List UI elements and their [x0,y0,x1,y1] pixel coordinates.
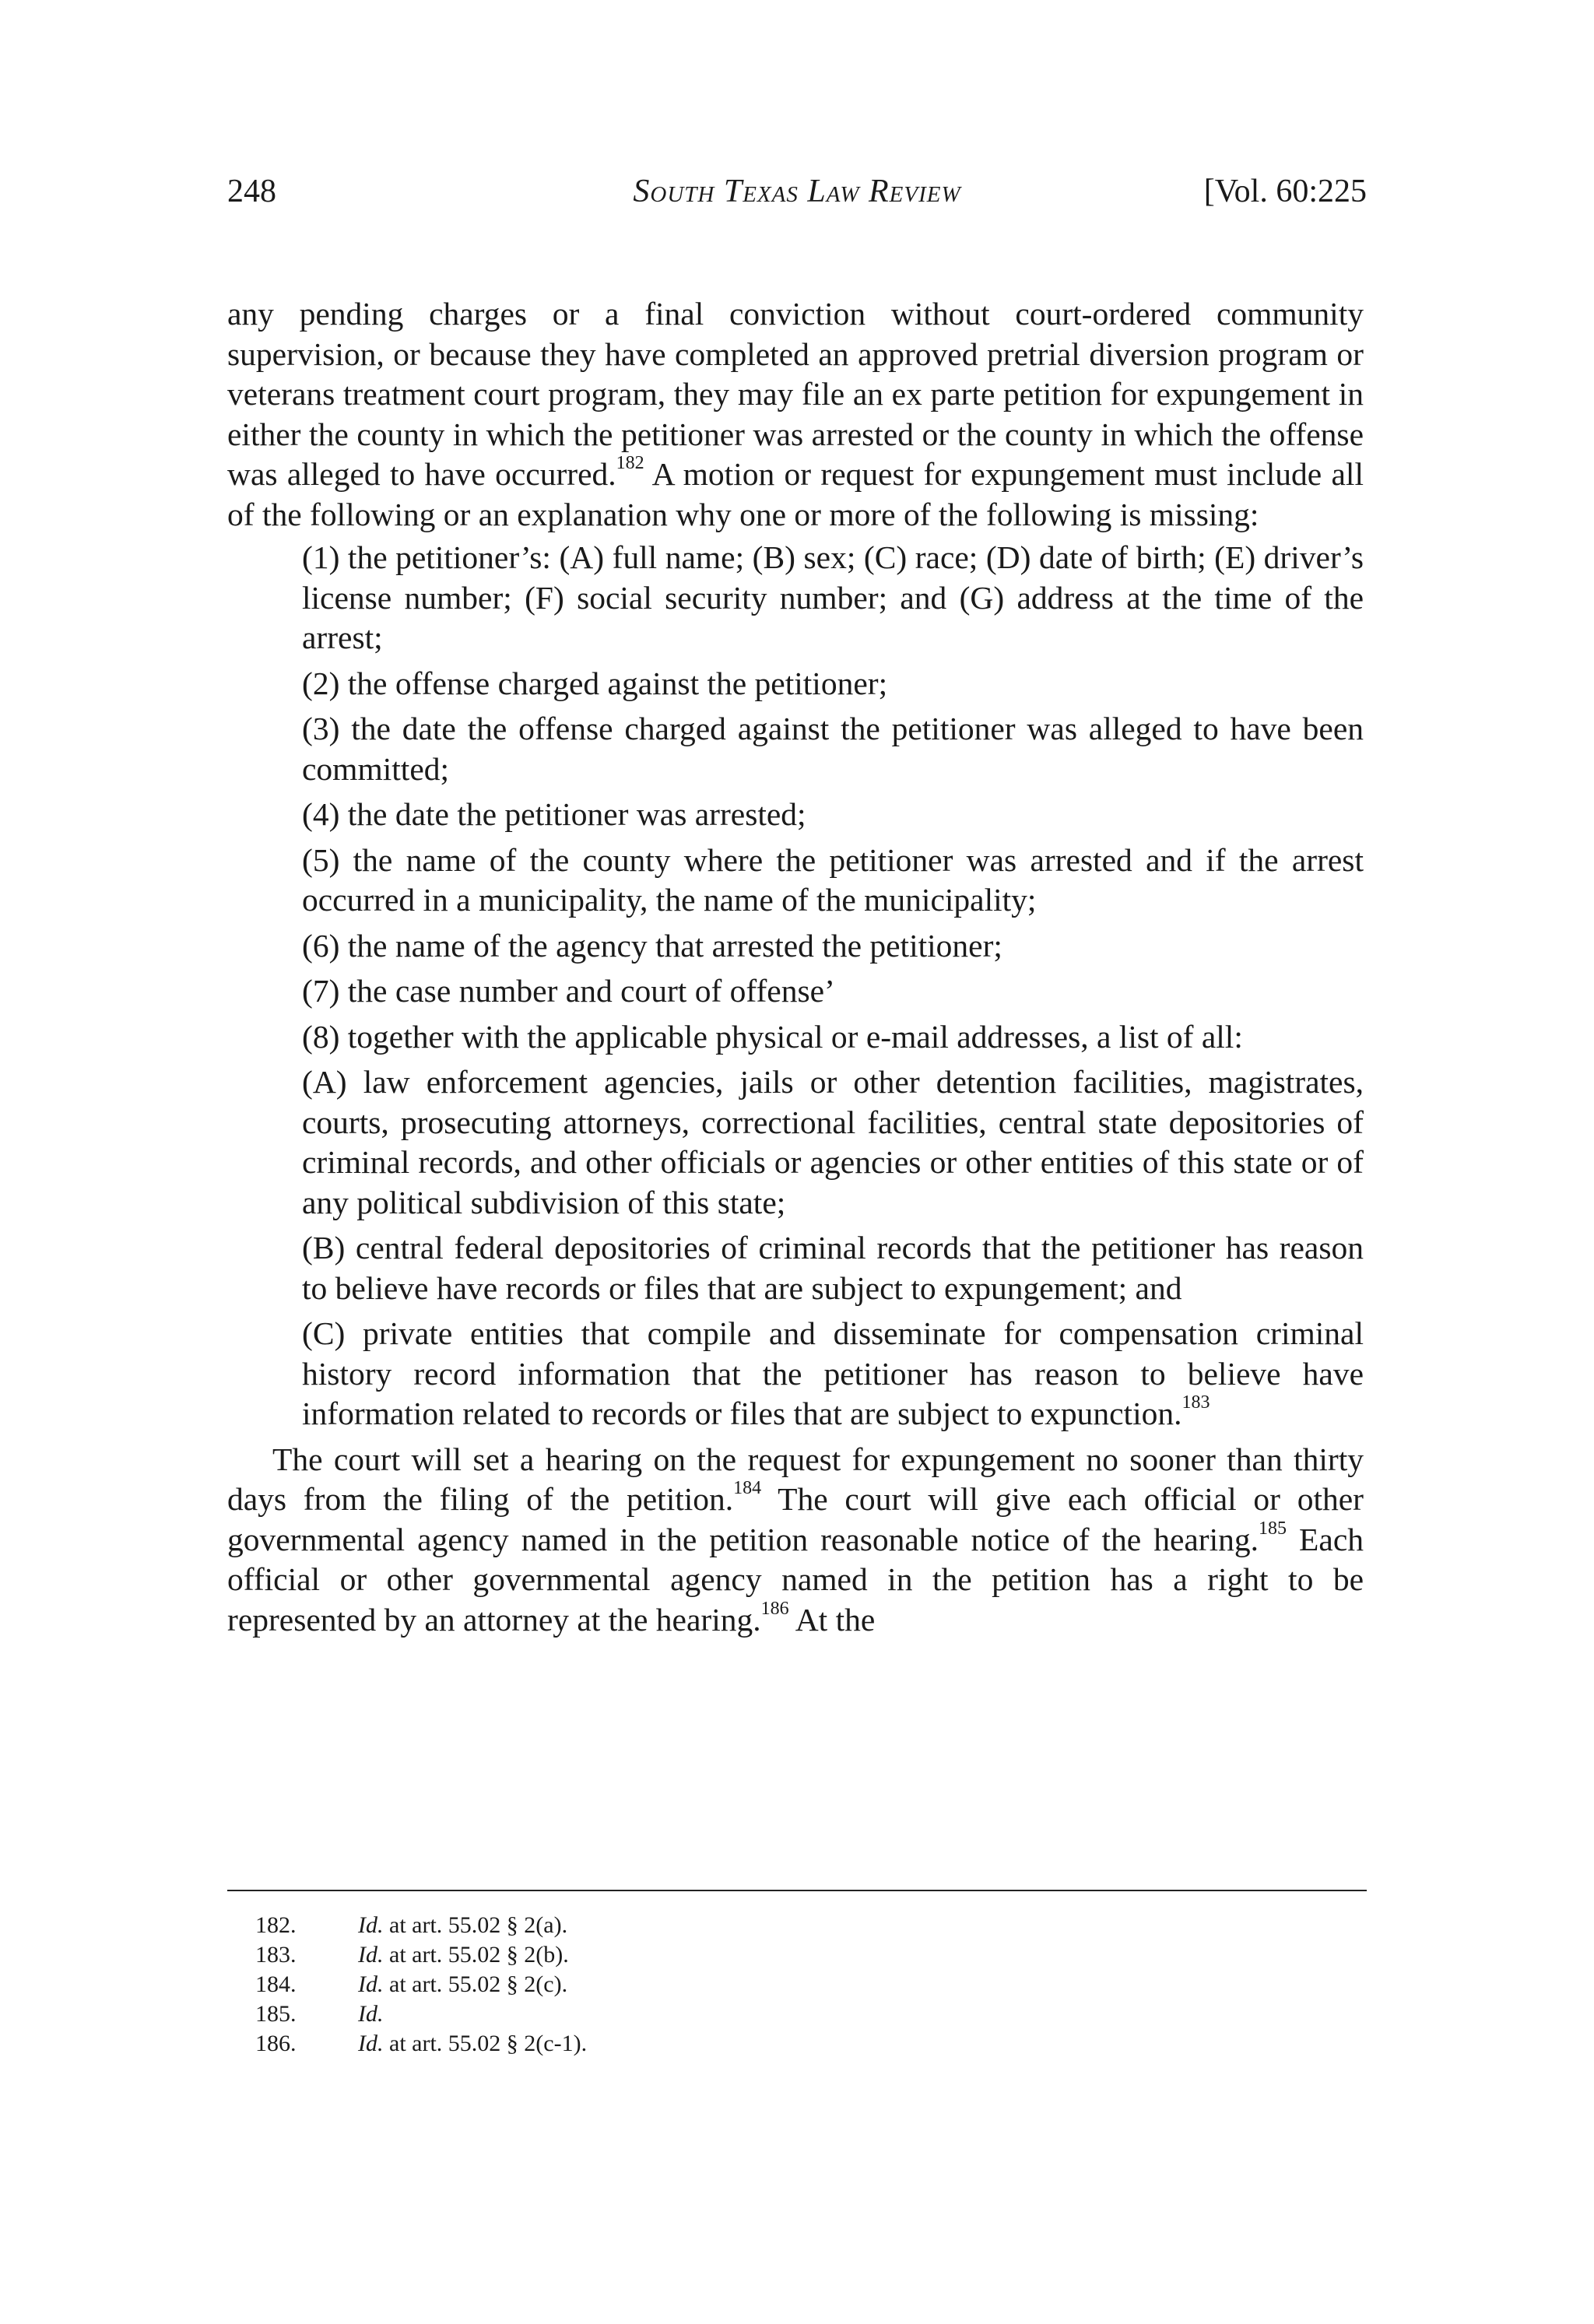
footnote-text [358,1911,567,1940]
footnote-ref[interactable]: 186 [760,1598,789,1619]
paragraph-text: Each official or other governmental agency named in the petition has a right to be represented by an attorney at the hearing. [227,1521,1364,1638]
footnote-ref[interactable]: 183 [1181,1392,1210,1413]
paragraph-text: any pending charges or a final conviction without court-ordered community supervision, or because they have completed an approved pretrial diversion program or veterans treatment court program, they may file an ex parte petition for expungement in either the county in which the petitioner was arrested or the county in which the offense was alleged to have occurred. [227,296,1364,492]
footnote [227,1911,1367,1940]
footnote-text [358,1970,567,1999]
page-number: 248 [227,174,276,209]
footnote-text [358,1940,569,1970]
paragraph [227,1440,1364,1641]
list-item-text: (C) private entities that compile and disseminate for compensation criminal history record information that the petitioner has reason to believe have information related to records or files that are subject to expunction. [302,1315,1364,1431]
footnote-number: 186. [255,2031,297,2056]
paragraph-text: A motion or request for expungement must include all of the following or an explanation why one or more of the following is missing: [227,456,1364,532]
list-item: (8) together with the applicable physical or e-mail addresses, a list of all: [302,1018,1243,1055]
footnote-number: 182. [255,1912,297,1938]
running-head [227,173,1367,219]
footnote-text [358,2029,587,2059]
footnote-ref[interactable]: 185 [1259,1518,1287,1539]
footnote-id: Id. [358,1971,384,1997]
footnote-number: 185. [255,2001,297,2027]
footnote [227,1999,1367,2029]
footnote-id: Id. [358,1942,384,1968]
footnote-id: Id. [358,1912,384,1938]
list-item: (5) the name of the county where the petitioner was arrested and if the arrest occurred in a municipality, the name of the municipality; [302,841,1364,918]
paragraph-continuation [227,294,1364,535]
footnote-rest: at art. 55.02 § 2(a). [383,1912,568,1938]
list-item: (4) the date the petitioner was arrested; [302,796,806,832]
footnote [227,2029,1367,2059]
list-item: (B) central federal depositories of criminal records that the petitioner has reason to believe have records or files that are subject to expungement; and [302,1230,1364,1306]
footnote-ref[interactable]: 184 [733,1478,762,1499]
footnote-ref[interactable]: 182 [616,453,644,474]
list-item: (1) the petitioner’s: (A) full name; (B) sex; (C) race; (D) date of birth; (E) driver’s license number; (F) social security number; and (G) address at the time of the arrest; [302,539,1364,655]
list-item: (2) the offense charged against the petitioner; [302,665,888,701]
footnotes [227,1911,1367,2059]
footnote [227,1940,1367,1970]
paragraph-text: The court will give each official or other governmental agency named in the petition reasonable notice of the hearing. [227,1481,1364,1557]
list-item: (A) law enforcement agencies, jails or other detention facilities, magistrates, courts, prosecuting attorneys, correctional facilities, central state depositories of criminal records, and other officials or agencies or other entities of this state or of any political subdivision of this state; [302,1064,1364,1220]
footnote-id: Id. [358,2001,384,2027]
paragraph-text: At the [788,1601,876,1638]
list-item: (6) the name of the agency that arrested the petitioner; [302,927,1002,964]
footnote [227,1970,1367,1999]
footnote-rest: at art. 55.02 § 2(c-1). [383,2031,588,2056]
list-item [302,1314,1364,1434]
body-text [227,294,1364,1640]
footnote-rest: at art. 55.02 § 2(b). [383,1942,569,1968]
journal-title: South Texas Law Review [633,174,961,209]
footnote-divider [227,1890,1367,1891]
list-item: (3) the date the offense charged against the petitioner was alleged to have been committed; [302,711,1364,787]
volume-citation: [Vol. 60:225 [1203,174,1367,209]
footnote-number: 184. [255,1971,297,1997]
footnote-number: 183. [255,1942,297,1968]
footnote-id: Id. [358,2031,384,2056]
footnote-text [358,1999,384,2029]
requirements-list [302,538,1364,1434]
list-item: (7) the case number and court of offense’ [302,973,835,1009]
paragraph-text: The court will set a hearing on the request for expungement no sooner than thirty days from the filing of the petition. [227,1441,1364,1517]
footnote-rest: at art. 55.02 § 2(c). [383,1971,568,1997]
